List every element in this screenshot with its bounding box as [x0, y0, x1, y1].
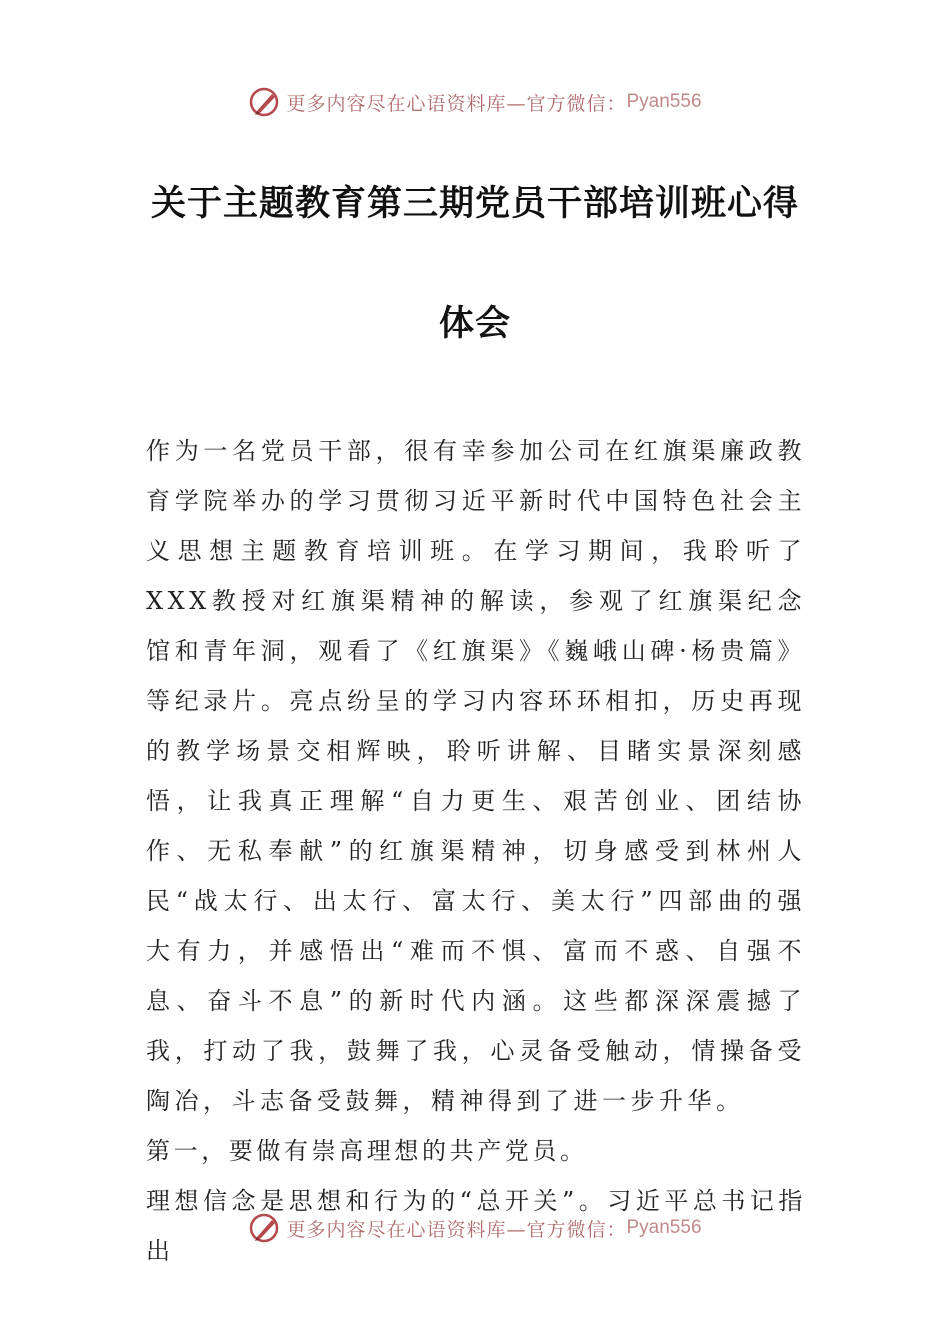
document-title-line2: 体会: [438, 304, 511, 344]
document-title-line1: 关于主题教育第三期党员干部培训班心得: [150, 184, 799, 224]
watermark-text: 更多内容尽在心语资料库—官方微信：: [286, 1218, 627, 1241]
pen-logo-icon: [248, 85, 282, 119]
body-paragraph: 作为一名党员干部，很有幸参加公司在红旗渠廉政教育学院举办的学习贯彻习近平新时代中国特色社会主义思想主题教育培训班。在学习期间，我聆听了XXX教授对红旗渠精神的解读，参观了红旗渠纪念馆和青年洞，观看了《红旗渠》《巍峨山碑·杨贵篇》等纪录片。亮点纷呈的学习内容环环相扣，历史再现的教学场景交相辉映，聆听讲解、目睹实景深刻感悟，让我真正理解“自力更生、艰苦创业、团结协作、无私奉献”的红旗渠精神，切身感受到林州人民“战太行、出太行、富太行、美太行”四部曲的强大有力，并感悟出“难而不惧、富而不惑、自强不息、奋斗不息”的新时代内涵。这些都深深震撼了我，打动了我，鼓舞了我，心灵备受触动，情操备受陶冶，斗志备受鼓舞，精神得到了进一步升华。: [146, 437, 806, 1115]
watermark-text: 更多内容尽在心语资料库—官方微信：: [286, 92, 627, 115]
document-body: [146, 426, 806, 1276]
watermark-banner-bottom: [0, 1208, 950, 1248]
body-paragraph: 理想信念是思想和行为的“总开关”。习近平总书记指出: [146, 1187, 806, 1265]
section-heading: 第一，要做有崇高理想的共产党员。: [146, 1137, 588, 1165]
pen-logo-icon: [248, 1211, 282, 1245]
watermark-wechat-id: Pyan556: [626, 91, 702, 112]
watermark-wechat-id: Pyan556: [626, 1217, 702, 1238]
watermark-banner-top: [0, 82, 950, 122]
